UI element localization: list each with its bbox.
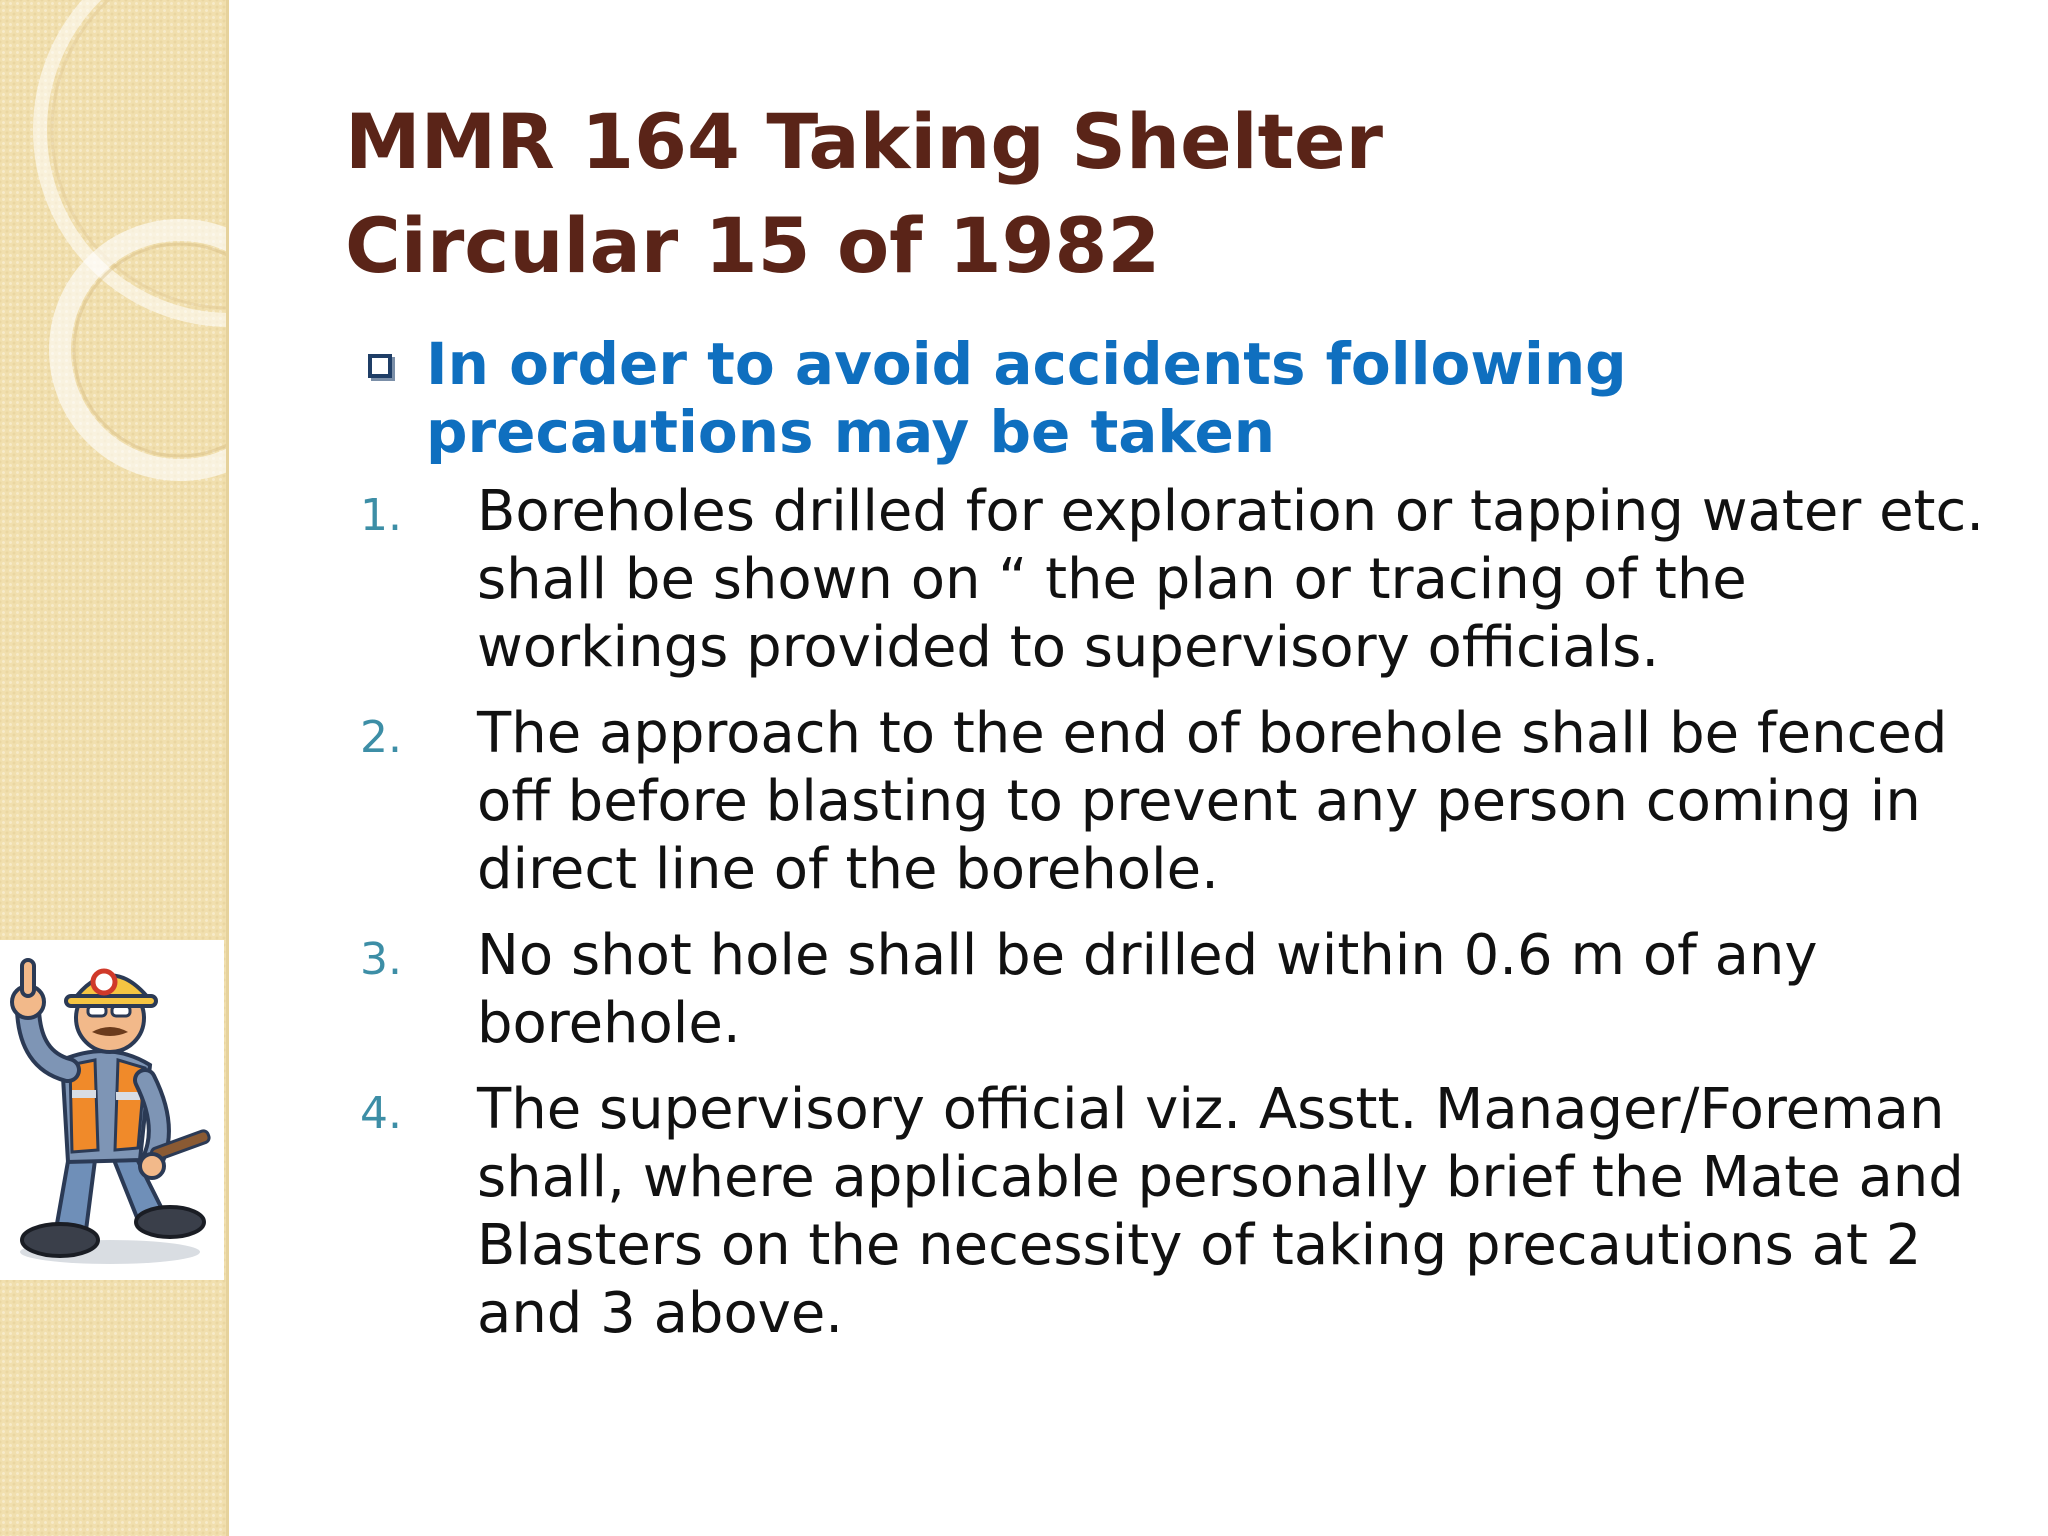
list-item-text: The approach to the end of borehole shall be fenced off before blasting to prevent any person coming in direct line of the borehole. (477, 701, 1948, 902)
miner-illustration-icon (0, 940, 224, 1280)
list-item-number: 3. (360, 934, 402, 985)
intro-text: In order to avoid accidents following precautions may be taken (426, 330, 1627, 466)
miner-illustration (0, 940, 224, 1280)
checkbox-bullet-icon (368, 354, 392, 378)
decorative-sidebar (0, 0, 228, 1536)
list-item-text: The supervisory official viz. Asstt. Manager/Foreman shall, where applicable personally brief the Mate and Blasters on the necessity of taking precautions at 2 and 3 above. (477, 1077, 1964, 1346)
list-item-number: 4. (360, 1088, 402, 1139)
slide-title-line-1: MMR 164 Taking Shelter (345, 97, 1384, 186)
list-item-number: 1. (360, 490, 402, 541)
precautions-list (360, 478, 2010, 1366)
list-item-text: Boreholes drilled for exploration or tapping water etc. shall be shown on “ the plan or tracing of the workings provided to supervisory officials. (477, 479, 1985, 680)
slide-title-line-2: Circular 15 of 1982 (345, 201, 1161, 290)
list-item (360, 478, 2010, 682)
slide-title (345, 90, 1383, 298)
list-item-text: No shot hole shall be drilled within 0.6 m of any borehole. (477, 923, 1818, 1056)
list-item (360, 1076, 2010, 1348)
list-item (360, 922, 2010, 1058)
intro-statement (362, 330, 1662, 466)
sidebar-edge (226, 0, 229, 1536)
decorative-rings-icon (0, 0, 228, 520)
list-item (360, 700, 2010, 904)
list-item-number: 2. (360, 712, 402, 763)
